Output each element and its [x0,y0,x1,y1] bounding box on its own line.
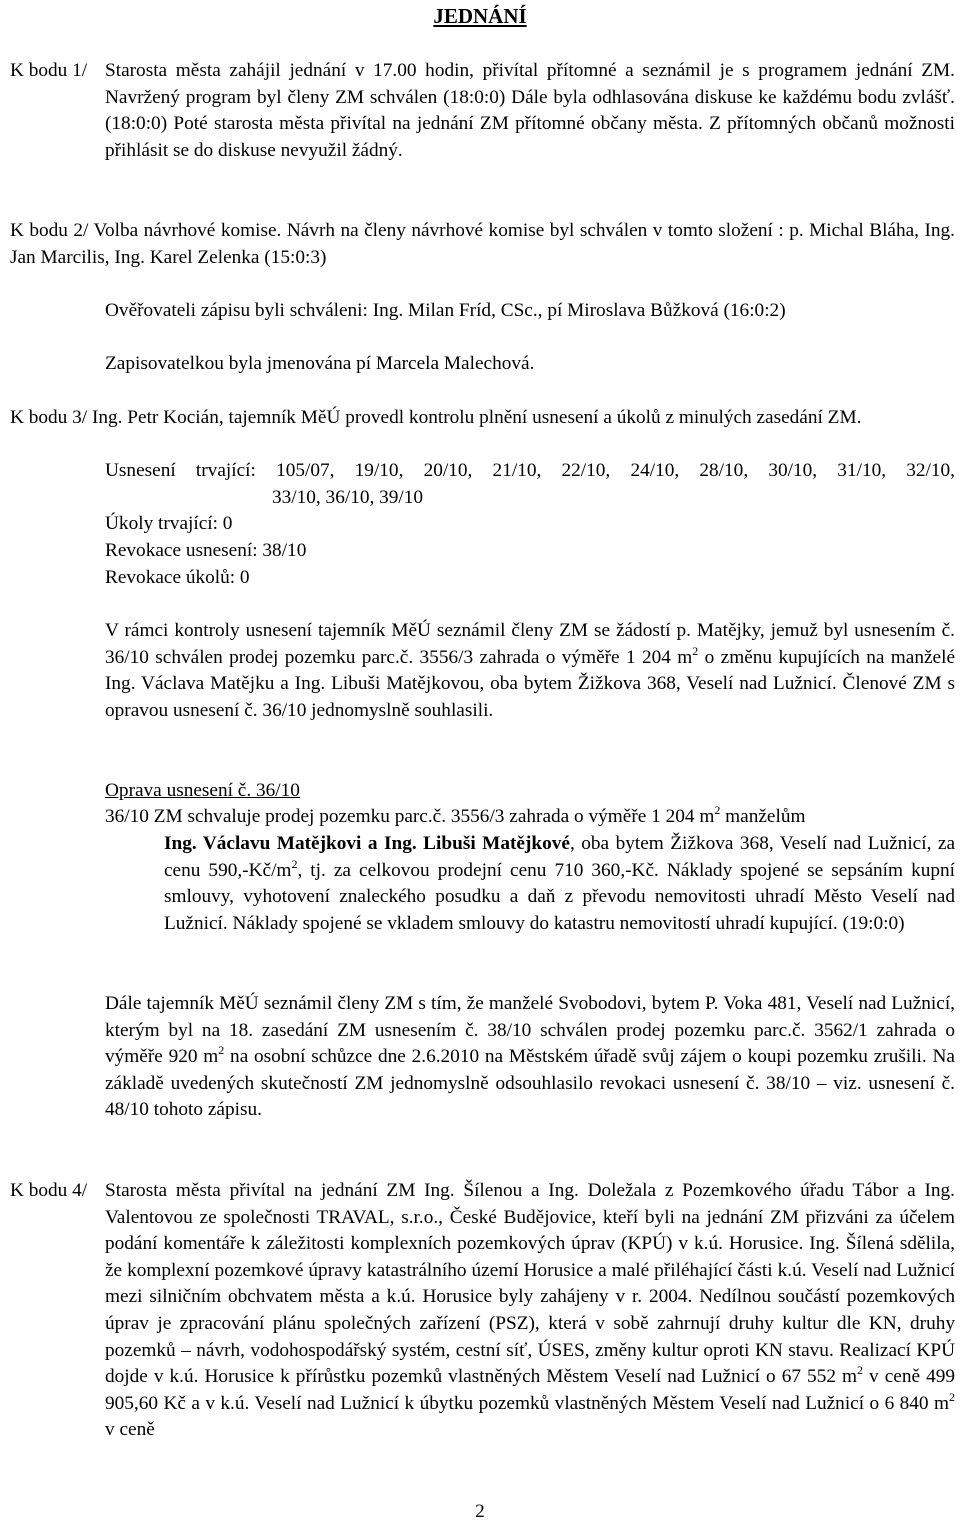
page-number: 2 [475,1501,485,1522]
bod3-oprava-part1: , oba bytem Žižkova 368, Veselí nad Lužnicí, za cenu 590,-Kč/m [164,833,956,881]
bod2-overovatele: Ověřovateli zápisu byli schváleni: Ing. Milan Fríd, CSc., pí Miroslava Bůžková (16:0:2) [105,300,786,321]
bod3-oprava-sup1: 2 [714,803,721,817]
bod3-oprava-intro [105,804,805,831]
bod3-ramec-sup: 2 [692,643,699,658]
bod3-revokace-usneseni: Revokace usnesení: 38/10 [105,540,307,561]
bod3-ramec-part2: o změnu kupujících na manželé Ing. Václava Matějku a Ing. Libuši Matějkovou, oba bytem Žižkova 368, Veselí nad Lužnicí. Členové ZM s opravou usnesení č. 36/10 jednomyslně souhlasili. [105,646,956,721]
bod3-paragraph [10,405,955,432]
document-heading: JEDNÁNÍ [433,4,527,28]
bod2-text: K bodu 2/ Volba návrhové komise. Návrh na členy návrhové komise byl schválen v tomto složení : p. Michal Bláha, Ing. Jan Marcilis, Ing. Karel Zelenka (15:0:3) [10,220,955,268]
bod3-trvajici-line1: Usnesení trvající: 105/07, 19/10, 20/10, 21/10, 22/10, 24/10, 28/10, 30/10, 31/10, 32/10, [105,460,955,481]
bod3-oprava-sup2: 2 [291,856,298,871]
bod3-ramec-part1: V rámci kontroly usnesení tajemník MěÚ seznámil členy ZM se žádostí p. Matějky, jemuž byl usnesením č. 36/10 schválen prodej pozemku parc.č. 3556/3 zahrada o výměře 1 204 m [105,620,955,668]
bod2-paragraph [10,218,955,271]
bod3-oprava-bold: Ing. Václavu Matějkovi a Ing. Libuši Matějkové [164,833,570,854]
bod3-oprava-intro-end: manželům [720,806,806,827]
bod3-dale-sup: 2 [218,1043,225,1058]
bod4-label: K bodu 4/ [10,1180,88,1201]
bod1-text: Starosta města zahájil jednání v 17.00 hodin, přivítal přítomné a seznámil je s programem jednání ZM. Navržený program byl členy ZM schválen (18:0:0) Dále byla odhlasována diskuse ke každému bodu zvlášť. (18:0:0) Poté starosta města přivítal na jednání ZM přítomné občany města. Z přítomných občanů možnosti přihlásit se do diskuse nevyužil žádný. [105,60,955,161]
bod3-oprava-body [164,831,955,937]
bod3-revokace-ukolu: Revokace úkolů: 0 [105,567,250,588]
bod3-dale-part1: Dále tajemník MěÚ seznámil členy ZM s tím, že manželé Svobodovi, bytem P. Voka 481, Veselí nad Lužnicí, kterým byl na 18. zasedání ZM usnesením č. 38/10 schválen prodej pozemku parc.č. 3562/1 zahrada o výměře 920 m [105,993,955,1068]
bod3-dale-part2: na osobní schůzce dne 2.6.2010 na Městském úřadě svůj zájem o koupi pozemku zrušili. Na základě uvedených skutečností ZM jednomyslně odsouhlasilo revokaci usnesení č. 38/10 – viz. usnesení č. 48/10 tohoto zápisu. [105,1046,955,1121]
bod4-paragraph [105,1178,955,1444]
bod1-paragraph [105,58,955,164]
bod3-oprava-intro-text: 36/10 ZM schvaluje prodej pozemku parc.č. 3556/3 zahrada o výměře 1 204 m [105,806,715,827]
bod3-ukoly: Úkoly trvající: 0 [105,513,233,534]
bod3-oprava-title: Oprava usnesení č. 36/10 [105,780,300,801]
bod4-sup2: 2 [949,1389,955,1404]
bod4-part3: v ceně [105,1419,155,1441]
bod3-text: K bodu 3/ Ing. Petr Kocián, tajemník MěÚ provedl kontrolu plnění usnesení a úkolů z minulých zasedání ZM. [10,407,862,428]
bod1-label: K bodu 1/ [10,60,88,81]
bod4-sup1: 2 [857,1363,864,1378]
bod3-dale-paragraph [105,991,955,1124]
bod2-zapisovatelka: Zapisovatelkou byla jmenována pí Marcela Malechová. [105,353,535,374]
bod3-ramec-paragraph [105,618,955,724]
bod3-oprava-part2: , tj. za celkovou prodejní cenu 710 360,-Kč. Náklady spojené se sepsáním kupní smlouvy, vyhotovení znaleckého posudku a daň z převodu nemovitosti uhradí Město Veselí nad Lužnicí. Náklady spojené se vkladem smlouvy do katastru nemovitostí uhradí kupující. (19:0:0) [164,859,955,934]
bod4-part1: Starosta města přivítal na jednání ZM Ing. Šílenou a Ing. Doležala z Pozemkového úřadu Tábor a Ing. Valentovou ze společnosti TRAVAL, s.r.o., České Budějovice, kteří byli na jednání ZM přizváni za účelem podání komentáře k záležitosti komplexních pozemkových úprav (KPÚ) v k.ú. Horusice. Ing. Šílená sdělila, že komplexní pozemkové úpravy katastrálního území Horusice a malé přiléhající části k.ú. Veselí nad Lužnicí mezi silničním obchvatem města a k.ú. Horusice byly zahájeny v r. 2004. Nedílnou součástí pozemkových úprav je zpracování plánu společných zařízení (PSZ), která v sobě zahrnují druhy kultur dle KN, druhy pozemků – návrh, vodohospodářský systém, cestní síť, ÚSES, změny kultur oproti KN stavu. Realizací KPÚ dojde v k.ú. Horusice k přírůstku pozemků vlastněných Městem Veselí nad Lužnicí o 67 552 m [105,1180,955,1388]
bod3-trvajici-line2: 33/10, 36/10, 39/10 [272,487,424,508]
bod4-part2: v ceně 499 905,60 Kč a v k.ú. Veselí nad Lužnicí k úbytku pozemků vlastněných Městem Veselí nad Lužnicí o 6 840 m [105,1366,955,1414]
